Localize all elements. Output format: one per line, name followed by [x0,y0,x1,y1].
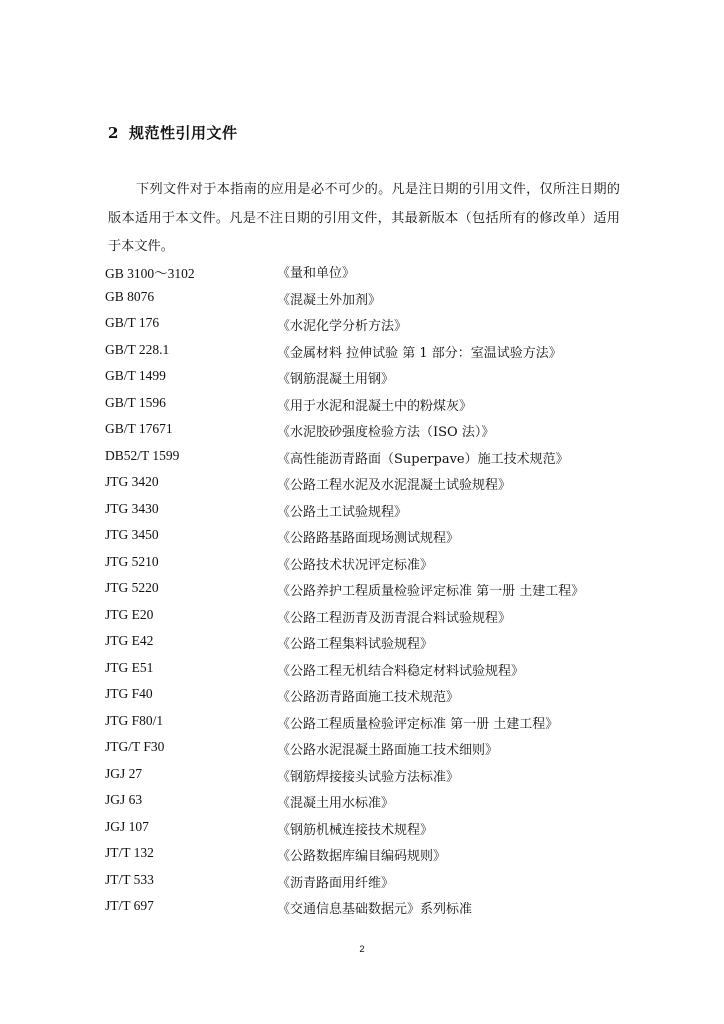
reference-item [105,872,625,899]
reference-item [105,421,625,448]
reference-code: JGJ 27 [105,765,143,781]
reference-item [105,739,625,766]
reference-item [105,845,625,872]
reference-title: 《公路沥青路面施工技术规范》 [277,690,460,705]
reference-code: JTG 3450 [105,527,159,542]
reference-title: 《交通信息基础数据元》系列标准 [277,902,473,917]
reference-item [105,501,625,528]
reference-code: JTG E42 [105,633,154,648]
reference-code: GB/T 228.1 [105,341,170,357]
reference-code: JTG E20 [105,606,154,622]
reference-item [105,819,625,846]
reference-item [105,713,625,740]
reference-title: 《公路工程水泥及水泥混凝土试验规程》 [277,478,512,493]
reference-code: JTG F40 [105,686,153,701]
reference-code: GB 8076 [105,288,155,304]
reference-code: JTG 3430 [105,500,159,516]
reference-title: 《混凝土外加剂》 [277,292,382,308]
section-title: 规范性引用文件 [128,124,238,142]
reference-title: 《水泥化学分析方法》 [277,319,408,334]
reference-code: GB/T 17671 [105,421,173,436]
reference-code: JTG F80/1 [105,712,164,728]
reference-title: 《公路技术状况评定标准》 [277,557,434,573]
reference-title: 《公路水泥混凝土路面施工技术细则》 [277,743,499,758]
reference-item [105,368,625,395]
reference-title: 《用于水泥和混凝土中的粉煤灰》 [277,398,473,414]
reference-item [105,766,625,793]
reference-title: 《钢筋焊接接头试验方法标准》 [277,769,460,785]
reference-item [105,262,625,289]
reference-title: 《公路养护工程质量检验评定标准 第一册 土建工程》 [277,584,585,599]
reference-code: DB52/T 1599 [105,447,180,463]
reference-item [105,474,625,501]
reference-item [105,342,625,369]
reference-code: JTG 5210 [105,553,159,569]
reference-title: 《沥青路面用纤维》 [277,875,395,891]
reference-code: JT/T 132 [105,845,154,860]
reference-title: 《钢筋混凝土用钢》 [277,372,395,387]
reference-item [105,633,625,660]
reference-code: JTG/T F30 [105,739,165,754]
reference-title: 《高性能沥青路面（Superpave）施工技术规范》 [277,451,569,467]
reference-item [105,315,625,342]
reference-item [105,580,625,607]
reference-title: 《公路数据库编目编码规则》 [277,849,447,864]
reference-code: GB/T 1596 [105,394,166,410]
reference-title: 《公路工程集料试验规程》 [277,637,434,652]
reference-title: 《金属材料 拉伸试验 第 1 部分：室温试验方法》 [277,345,562,361]
reference-title: 《水泥胶砂强度检验方法（ISO 法）》 [277,425,495,440]
reference-item [105,792,625,819]
reference-item [105,686,625,713]
intro-paragraph: 下列文件对于本指南的应用是必不可少的。凡是注日期的引用文件，仅所注日期的版本适用于本文件。凡是不注日期的引用文件，其最新版本（包括所有的修改单）适用于本文件。 [108,182,620,254]
reference-code: JGJ 107 [105,818,149,834]
reference-code: JT/T 533 [105,871,154,887]
reference-title: 《公路工程无机结合料稳定材料试验规程》 [277,663,525,679]
reference-title: 《混凝土用水标准》 [277,796,395,811]
reference-item [105,527,625,554]
reference-code: JTG 5220 [105,580,159,595]
section-number: 2 [108,124,119,142]
reference-item [105,289,625,316]
reference-item [105,395,625,422]
section-heading [108,122,237,143]
reference-list [105,262,625,925]
reference-item [105,607,625,634]
reference-code: GB 3100～3102 [105,266,195,281]
reference-code: JTG E51 [105,659,154,675]
reference-title: 《量和单位》 [277,266,356,281]
reference-code: GB/T 176 [105,315,160,330]
reference-title: 《公路土工试验规程》 [277,504,408,520]
reference-item [105,898,625,925]
reference-code: GB/T 1499 [105,368,166,383]
reference-item [105,660,625,687]
reference-title: 《公路路基路面现场测试规程》 [277,531,460,546]
page-number: 2 [359,944,365,955]
reference-title: 《钢筋机械连接技术规程》 [277,822,434,838]
reference-code: JGJ 63 [105,792,143,807]
reference-title: 《公路工程质量检验评定标准 第一册 土建工程》 [277,716,559,732]
reference-code: JT/T 697 [105,898,154,913]
reference-code: JTG 3420 [105,474,159,489]
reference-title: 《公路工程沥青及沥青混合料试验规程》 [277,610,512,626]
reference-item [105,554,625,581]
reference-item [105,448,625,475]
